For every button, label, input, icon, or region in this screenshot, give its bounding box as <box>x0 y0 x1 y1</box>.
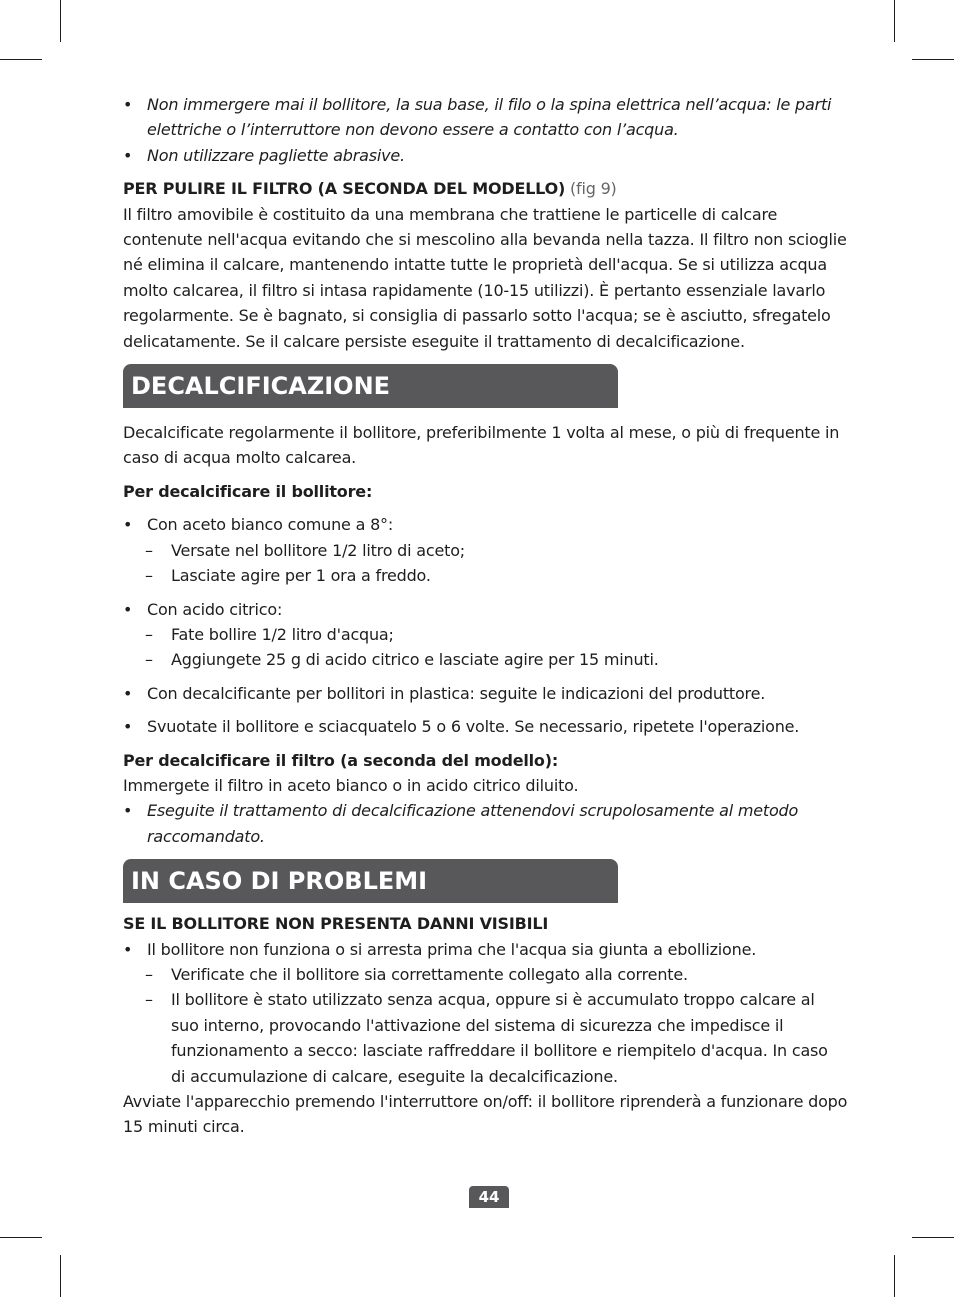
list-item <box>123 597 848 622</box>
dash-icon: – <box>145 624 153 644</box>
list-item <box>123 681 848 706</box>
step-text: Verificate che il bollitore sia correttamente collegato alla corrente. <box>171 964 688 984</box>
filter-text: Il filtro amovibile è costituito da una membrana che trattiene le particelle di calcare contenute nell'acqua evitando che si mescolino alla bevanda nella tazza. Il filtro non scioglie né elimina il calcare, mantenendo intatte tutte le proprietà dell'acqua. Se si utilizza acqua molto calcarea, il filtro si intasa rapidamente (10-15 utilizzi). È pertanto essenziale lavarlo regolarmente. Se è bagnato, si consiglia di passarlo sotto l'acqua; se è asciutto, sfregatelo delicatamente. Se il calcare persiste eseguite il trattamento di decalcificazione. <box>123 204 847 351</box>
step-item <box>123 987 848 1089</box>
note-text: Eseguite il trattamento di decalcificazione attenendovi scrupolosamente al metodo raccomandato. <box>147 801 799 846</box>
page-number: 44 <box>469 1186 509 1208</box>
filter-section <box>123 176 848 201</box>
step-text: Il bollitore è stato utilizzato senza acqua, oppure si è accumulato troppo calcare al suo interno, provocando l'attivazione del sistema di sicurezza che impedisce il funzionamento a secco: lasciate raffreddare il bollitore e riempitelo d'acqua. In caso di accumulazione di calcare, eseguite la decalcificazione. <box>171 990 828 1086</box>
method-text: Con decalcificante per bollitori in plastica: seguite le indicazioni del produttore. <box>147 683 766 703</box>
decalc-intro: Decalcificate regolarmente il bollitore, preferibilmente 1 volta al mese, o più di frequente in caso di acqua molto calcarea. <box>123 423 840 468</box>
step-item <box>123 538 848 563</box>
bullet-icon: • <box>123 717 133 737</box>
step-text: Lasciate agire per 1 ora a freddo. <box>171 566 431 586</box>
warning-text: Non utilizzare pagliette abrasive. <box>147 145 405 165</box>
section-banner-decalcificazione: DECALCIFICAZIONE <box>123 364 618 408</box>
bullet-icon: • <box>123 801 133 821</box>
bullet-icon: • <box>123 599 133 619</box>
dash-icon: – <box>145 540 153 560</box>
step-item <box>123 962 848 987</box>
section-heading: PER PULIRE IL FILTRO (A SECONDA DEL MODELLO) <box>123 179 566 199</box>
crop-mark <box>60 1255 61 1297</box>
warning-text: Non immergere mai il bollitore, la sua base, il filo o la spina elettrica nell’acqua: le parti elettriche o l’interruttore non devono essere a contatto con l’acqua. <box>147 95 832 140</box>
list-item <box>123 92 848 143</box>
crop-mark <box>894 1255 895 1297</box>
bullet-icon: • <box>123 683 133 703</box>
problem-text: Il bollitore non funziona o si arresta prima che l'acqua sia giunta a ebollizione. <box>147 939 757 959</box>
dash-icon: – <box>145 650 153 670</box>
crop-mark <box>60 0 61 42</box>
method-text: Svuotate il bollitore e sciacquatelo 5 o 6 volte. Se necessario, ripetete l'operazione. <box>147 717 800 737</box>
crop-mark <box>912 1237 954 1238</box>
problems-outro: Avviate l'apparecchio premendo l'interruttore on/off: il bollitore riprenderà a funzionare dopo 15 minuti circa. <box>123 1092 848 1137</box>
step-item <box>123 647 848 672</box>
figure-reference: (fig 9) <box>570 179 617 199</box>
bullet-icon: • <box>123 95 133 114</box>
list-item <box>123 512 848 537</box>
section-heading: SE IL BOLLITORE NON PRESENTA DANNI VISIBILI <box>123 914 549 934</box>
list-item <box>123 798 848 849</box>
step-text: Aggiungete 25 g di acido citrico e lasciate agire per 15 minuti. <box>171 650 659 670</box>
list-item <box>123 937 848 962</box>
crop-mark <box>894 0 895 42</box>
method-text: Con aceto bianco comune a 8°: <box>147 515 394 535</box>
step-text: Versate nel bollitore 1/2 litro di aceto; <box>171 540 465 560</box>
section-banner-problemi: IN CASO DI PROBLEMI <box>123 859 618 903</box>
step-item <box>123 563 848 588</box>
bullet-icon: • <box>123 515 133 535</box>
crop-mark <box>0 59 42 60</box>
list-item <box>123 714 848 739</box>
bullet-icon: • <box>123 145 133 165</box>
step-text: Fate bollire 1/2 litro d'acqua; <box>171 624 394 644</box>
crop-mark <box>0 1237 42 1238</box>
dash-icon: – <box>145 566 153 586</box>
dash-icon: – <box>145 964 153 984</box>
method-text: Con acido citrico: <box>147 599 283 619</box>
step-item <box>123 622 848 647</box>
dash-icon: – <box>145 990 153 1010</box>
subsection-heading: Per decalcificare il bollitore: <box>123 481 373 501</box>
page-content <box>123 92 848 1140</box>
subsection-heading: Per decalcificare il filtro (a seconda del modello): <box>123 750 559 770</box>
filter-decalc-text: Immergete il filtro in aceto bianco o in acido citrico diluito. <box>123 775 579 795</box>
bullet-icon: • <box>123 939 133 959</box>
list-item <box>123 143 848 168</box>
crop-mark <box>912 59 954 60</box>
